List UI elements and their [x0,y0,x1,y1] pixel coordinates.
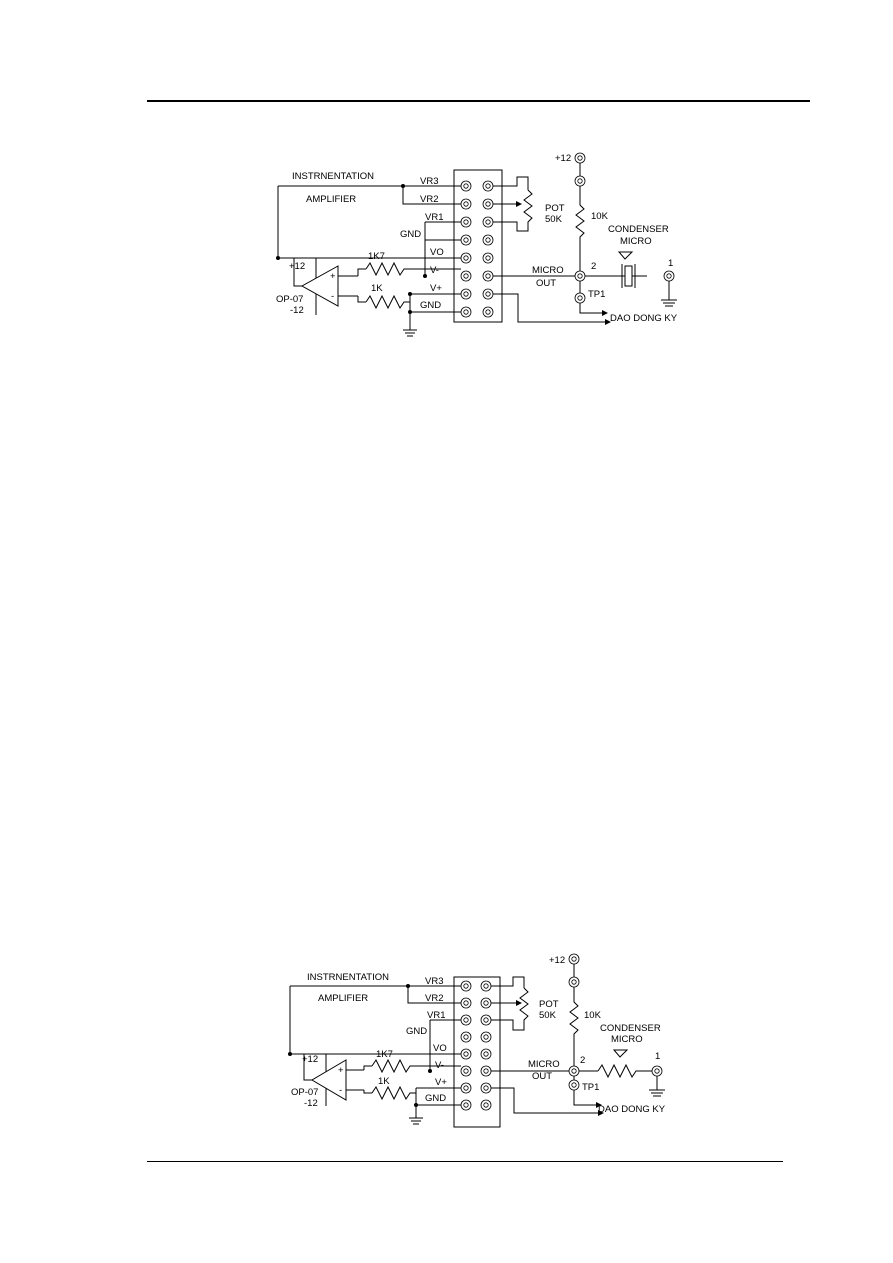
terminal-block [454,170,502,322]
label-r-1k7: 1K7 [376,1049,393,1060]
circuit-diagram-top [270,145,690,345]
label-pot: POT [539,999,559,1010]
label-vo: VO [430,247,444,258]
label-micro-line2: OUT [536,278,557,289]
label-node2: 2 [591,261,597,272]
label-cond-line2: MICRO [620,236,652,247]
label-cond-line1: CONDENSER [600,1023,661,1034]
label-r-1k7: 1K7 [368,251,385,262]
label-pot-val: 50K [539,1010,556,1021]
label-vr1: VR1 [427,1010,446,1021]
label-r-1k: 1K [371,283,383,294]
jack-column-left [461,181,471,317]
label-gnd-left: GND [400,229,422,240]
label-vr1: VR1 [425,212,444,223]
label-micro-line1: MICRO [532,265,564,276]
potentiometer-50k [491,977,528,1030]
label-pos12: +12 [302,1054,319,1065]
wiring-right [493,186,677,325]
label-pot: POT [545,203,565,214]
label-gnd-row: GND [425,1093,447,1104]
label-neg12: -12 [290,305,304,316]
jack-column-right [483,181,493,317]
supply-jacks [575,153,585,186]
label-supply: +12 [549,955,566,966]
label-pot-val: 50K [545,214,562,225]
label-vo: VO [433,1043,447,1054]
label-pos12: +12 [289,261,306,272]
circuit-diagram-bottom [280,950,690,1135]
title-line2: AMPLIFIER [318,993,369,1004]
label-scope: DAO DONG KY [598,1104,666,1115]
label-opamp: OP-07 [291,1087,319,1098]
resistor-1k7 [366,263,461,275]
label-micro-line2: OUT [532,1071,553,1082]
potentiometer-50k [493,177,532,231]
label-tp1: TP1 [588,289,606,300]
label-cond-line2: MICRO [611,1034,643,1045]
label-cond-line1: CONDENSER [608,224,669,235]
wiring-right [491,986,665,1116]
jack-column-left [461,981,471,1110]
label-opamp: OP-07 [276,294,304,305]
label-node1: 1 [655,1051,661,1062]
footer-rule [147,1161,783,1162]
label-gnd-left: GND [406,1026,428,1037]
resistor-1k [366,296,410,308]
ground-symbol-left [403,330,417,336]
title-line1: INSTRNENTATION [292,171,374,182]
title-line1: INSTRNENTATION [307,972,389,983]
ground-symbol-left [409,1118,423,1124]
resistor-1k7 [372,1060,461,1072]
label-supply: +12 [555,153,572,164]
label-plus-sign: + [330,271,336,282]
label-vminus: V- [430,265,439,276]
label-node1: 1 [668,258,674,269]
label-vminus: V- [435,1060,444,1071]
label-minus-sign: - [339,1085,343,1096]
label-r-10k: 10K [591,211,608,222]
condenser-mic-symbol [614,1050,627,1057]
header-rule [147,100,810,102]
label-r-10k: 10K [584,1010,601,1021]
label-node2: 2 [580,1055,586,1066]
label-scope: DAO DONG KY [610,313,678,324]
label-vr2: VR2 [425,993,444,1004]
label-vr3: VR3 [425,976,444,987]
label-neg12: -12 [304,1098,318,1109]
label-micro-line1: MICRO [528,1059,560,1070]
label-vr2: VR2 [420,194,439,205]
label-vplus: V+ [435,1077,447,1088]
label-minus-sign: - [331,291,335,302]
label-r-1k: 1K [378,1076,390,1087]
resistor-1k [372,1087,416,1099]
jack-column-right [481,981,491,1110]
label-vr3: VR3 [420,176,439,187]
title-line2: AMPLIFIER [306,194,357,205]
label-tp1: TP1 [582,1082,600,1093]
label-gnd-row: GND [420,300,442,311]
label-plus-sign: + [338,1065,344,1076]
label-vplus: V+ [430,283,442,294]
condenser-mic-symbol [619,252,647,288]
supply-jacks [569,954,579,987]
